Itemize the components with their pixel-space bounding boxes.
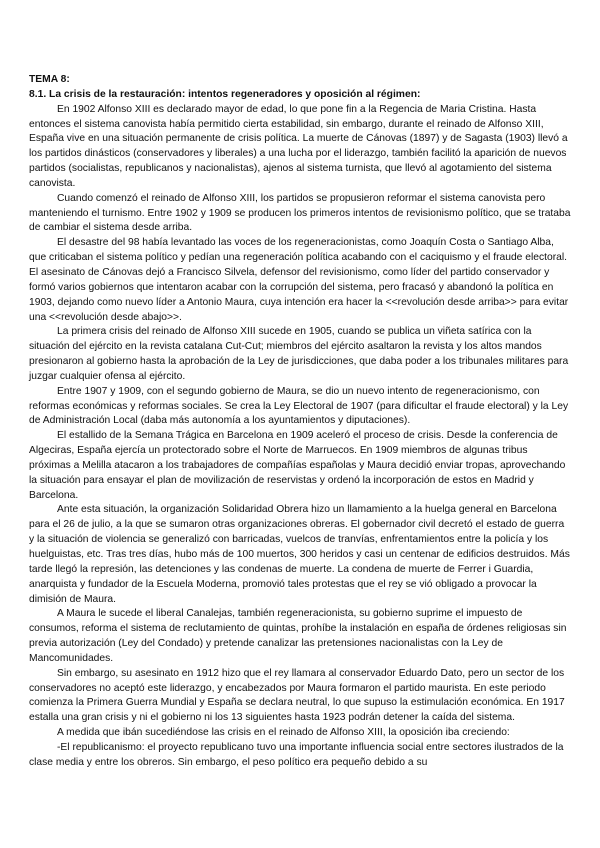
paragraph-regencia: En 1902 Alfonso XIII es declarado mayor de edad, lo que pone fin a la Regencia de Maria Cristina. Hasta entonces el sistema canovista había permitido cierta estabilidad, sin embargo, durante el reinado de Alfonso XIII, España vive en una situación permanente de crisis política. La muerte de Cánovas (1897) y de Sagasta (1903) llevó a los partidos dinásticos (conservadores y liberales) a una lucha por el liderazgo, también facilitó la aparición de nuevos partidos (socialistas, republicanos y nacionalistas), ajenos al sistema turnista, que llevó al agotamiento del sistema canovista. [29,103,568,189]
paragraph-regeneracionistas: El desastre del 98 había levantado las voces de los regeneracionistas, como Joaquín Costa o Santiago Alba, que criticaban el sistema político y pedían una regeneración política acabando con el caciquismo y el fraude electoral. El asesinato de Cánovas dejó a Francisco Silvela, defensor del revisionismo, como líder del partido conservador y formó varios gobiernos que intentaron acabar con la corrupción del sistema, pero fracasó y abandonó la política en 1903, dejando como nuevo líder a Antonio Maura, cuya intención era hacer la <<revolución desde arriba>> para evitar una <<revolución desde abajo>>. [29,237,569,323]
tema-heading: TEMA 8: [29,74,70,85]
paragraph-semana-tragica: El estallido de la Semana Trágica en Barcelona en 1909 aceleró el proceso de crisis. Desde la conferencia de Algeciras, España ejercía un protectorado sobre el Norte de Marruecos. En 1909 miembros de algunas tribus próximas a Melilla atacaron a los trabajadores de compañías españolas y Maura decidió enviar tropas, aprovechando la situación para ensayar el plan de movilización de reservistas y ordenó la incorporación de estos en Madrid y Barcelona. [29,430,566,501]
paragraph-oposicion: A medida que ibán sucediéndose las crisis en el reinado de Alfonso XIII, la oposición iba creciendo: [57,727,510,739]
document-page [29,73,571,771]
paragraph-gobierno-maura: Entre 1907 y 1909, con el segundo gobierno de Maura, se dio un nuevo intento de regeneracionismo, con reformas económicas y reformas sociales. Se crea la Ley Electoral de 1907 (para dificultar el fraude electoral) y la Ley de Administración Local (daba más autonomía a los ayuntamientos y diputaciones). [29,385,569,427]
paragraph-canalejas: A Maura le sucede el liberal Canalejas, también regeneracionista, su gobierno suprime el impuesto de consumos, reforma el sistema de reclutamiento de quintas, prohíbe la instalación en españa de órdenes religiosas sin previa autorización (Ley del Condado) y pretende canalizar las pretensiones nacionalistas con la Ley de Mancomunidades. [29,608,567,664]
section-title: 8.1. La crisis de la restauración: intentos regeneradores y oposición al régimen: [29,88,421,100]
paragraph-turnismo: Cuando comenzó el reinado de Alfonso XIII, los partidos se propusieron reformar el sistema canovista pero manteniendo el turnismo. Entre 1902 y 1909 se producen los primeros intentos de revisionismo político, que se trataba de cambiar el sistema desde arriba. [29,192,571,234]
paragraph-primera-crisis: La primera crisis del reinado de Alfonso XIII sucede en 1905, cuando se publica un viñeta satírica con la situación del ejército en la revista catalana Cut-Cut; miembros del ejército asaltaron la revista y los altos mandos presionaron al gobierno hasta la aprobación de la Ley de jurisdicciones, que daba poder a los tribunales militares para juzgar cualquier ofensa al ejército. [29,326,569,382]
paragraph-republicanismo: -El republicanismo: el proyecto republicano tuvo una importante influencia social entre sectores ilustrados de la clase media y entre los obreros. Sin embargo, el peso político era pequeño debido a su [29,741,564,768]
paragraph-eduardo-dato: Sin embargo, su asesinato en 1912 hizo que el rey llamara al conservador Eduardo Dato, pero un sector de los conservadores no aceptó este liderazgo, y encabezados por Maura formaron el partido maurista. En este periodo comienza la Primera Guerra Mundial y España se declara neutral, lo que supuso la estimulación económica. En 1917 estalla una gran crisis y ni el gobierno ni los 13 siguientes hasta 1923 podrán detener la caída del sistema. [29,667,565,724]
paragraph-huelga-general: Ante esta situación, la organización Solidaridad Obrera hizo un llamamiento a la huelga general en Barcelona para el 26 de julio, a la que se sumaron otras organizaciones obreras. El gobernador civil decretó el estado de guerra y la situación de violencia se generalizó con barricadas, vuelcos de tranvías, enfrentamientos entre la policía y los huelguistas, etc. Tras tres días, hubo más de 100 muertos, 300 heridos y casi un centenar de edificios destruidos. Más tarde llegó la represión, las detenciones y las condenas de muerte. La condena de muerte de Ferrer i Guardia, anarquista y fundador de la Escuela Moderna, promovió tales protestas que el rey se vió obligado a provocar la dimisión de Maura. [29,504,570,605]
